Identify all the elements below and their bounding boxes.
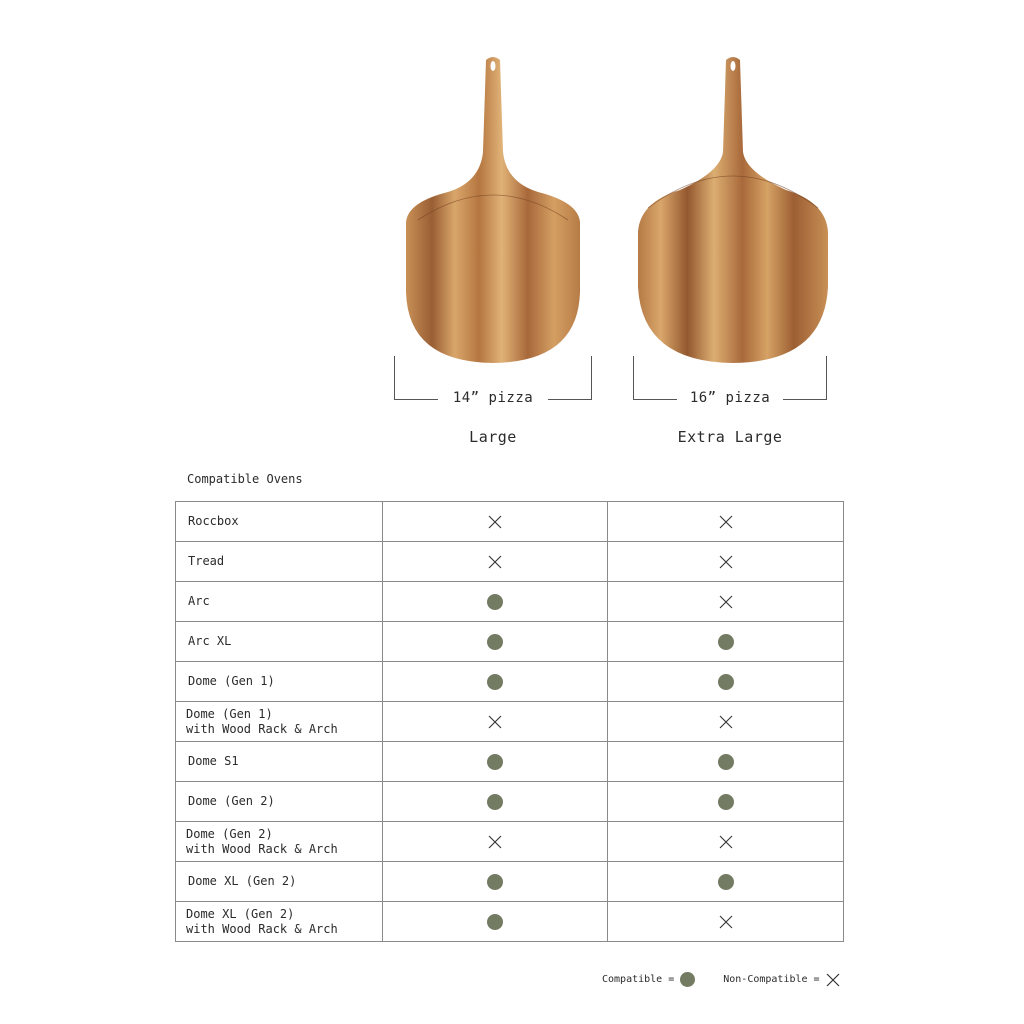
xl-compatibility-cell [608, 582, 844, 622]
legend-compatible [602, 972, 695, 987]
x-mark-icon [488, 835, 502, 849]
compatible-dot-icon [487, 754, 503, 770]
xl-compatibility-cell [608, 742, 844, 782]
xl-compatibility-cell [608, 902, 844, 942]
large-compatibility-cell [383, 862, 608, 902]
table-row [176, 782, 844, 822]
xl-compatibility-cell [608, 702, 844, 742]
table-row [176, 542, 844, 582]
oven-name-cell [176, 862, 383, 902]
compatible-ovens-title: Compatible Ovens [187, 472, 303, 486]
x-mark-icon [719, 555, 733, 569]
oven-name-line: Arc XL [188, 634, 232, 648]
table-row [176, 702, 844, 742]
xl-compatibility-cell [608, 622, 844, 662]
xl-compatibility-cell [608, 542, 844, 582]
compatible-dot-icon [718, 794, 734, 810]
x-mark-icon [488, 715, 502, 729]
compatible-dot-icon [487, 794, 503, 810]
legend-compatible-label: Compatible = [602, 974, 675, 985]
x-mark-icon [488, 555, 502, 569]
xl-compatibility-cell [608, 502, 844, 542]
table-row [176, 662, 844, 702]
large-compatibility-cell [383, 662, 608, 702]
large-compatibility-cell [383, 902, 608, 942]
x-mark-icon [719, 835, 733, 849]
x-mark-icon [719, 515, 733, 529]
table-row [176, 622, 844, 662]
oven-name-line: Dome (Gen 1) [188, 674, 275, 688]
oven-name-cell [176, 542, 383, 582]
x-mark-icon [719, 595, 733, 609]
compatible-dot-icon [718, 674, 734, 690]
legend-non-compatible [723, 973, 839, 987]
oven-name-line: Arc [188, 594, 210, 608]
oven-name-cell [176, 582, 383, 622]
x-mark-icon [488, 515, 502, 529]
xl-size-name: Extra Large [677, 428, 783, 446]
x-mark-icon [719, 915, 733, 929]
oven-name-cell [176, 902, 383, 942]
large-compatibility-cell [383, 822, 608, 862]
oven-name-cell [176, 662, 383, 702]
compatible-dot-icon [487, 674, 503, 690]
x-mark-icon [719, 715, 733, 729]
oven-name-cell [176, 742, 383, 782]
large-compatibility-cell [383, 542, 608, 582]
large-compatibility-cell [383, 782, 608, 822]
large-compatibility-cell [383, 502, 608, 542]
xl-pizza-size: 16” pizza [689, 390, 771, 406]
oven-name-line: with Wood Rack & Arch [186, 721, 338, 736]
oven-name-line: Dome (Gen 1) [186, 706, 273, 721]
table-row [176, 502, 844, 542]
legend-non-compatible-label: Non-Compatible = [723, 974, 820, 985]
legend [602, 972, 840, 987]
xl-peel-image [626, 52, 836, 368]
table-row [176, 742, 844, 782]
x-mark-icon [826, 973, 840, 987]
compatible-dot-icon [487, 634, 503, 650]
oven-name-cell [176, 782, 383, 822]
xl-compatibility-cell [608, 822, 844, 862]
large-compatibility-cell [383, 582, 608, 622]
xl-compatibility-cell [608, 862, 844, 902]
compatible-dot-icon [718, 634, 734, 650]
large-compatibility-cell [383, 742, 608, 782]
compatibility-table [175, 501, 844, 942]
oven-name-cell [176, 822, 383, 862]
oven-name-line: Dome XL (Gen 2) [188, 874, 297, 888]
compatible-dot-icon [680, 972, 695, 987]
xl-compatibility-cell [608, 662, 844, 702]
oven-name-line: with Wood Rack & Arch [186, 921, 338, 936]
oven-name-cell [176, 702, 383, 742]
oven-name-line: Dome XL (Gen 2) [186, 906, 295, 921]
oven-name-line: Tread [188, 554, 225, 568]
compatible-dot-icon [487, 914, 503, 930]
large-pizza-size: 14” pizza [452, 390, 534, 406]
large-size-name: Large [469, 428, 517, 446]
compatible-dot-icon [487, 874, 503, 890]
compatible-dot-icon [487, 594, 503, 610]
xl-compatibility-cell [608, 782, 844, 822]
table-row [176, 822, 844, 862]
oven-name-cell [176, 622, 383, 662]
oven-name-line: Dome (Gen 2) [186, 826, 273, 841]
oven-name-line: Dome (Gen 2) [188, 794, 275, 808]
compatible-dot-icon [718, 874, 734, 890]
oven-name-line: with Wood Rack & Arch [186, 841, 338, 856]
oven-name-line: Roccbox [188, 514, 239, 528]
oven-name-cell [176, 502, 383, 542]
xl-size-bracket [633, 356, 827, 406]
compatible-dot-icon [718, 754, 734, 770]
large-compatibility-cell [383, 622, 608, 662]
table-row [176, 862, 844, 902]
oven-name-line: Dome S1 [188, 754, 239, 768]
table-row [176, 582, 844, 622]
large-size-bracket [394, 356, 592, 406]
table-row [176, 902, 844, 942]
large-peel-image [388, 52, 598, 368]
large-compatibility-cell [383, 702, 608, 742]
